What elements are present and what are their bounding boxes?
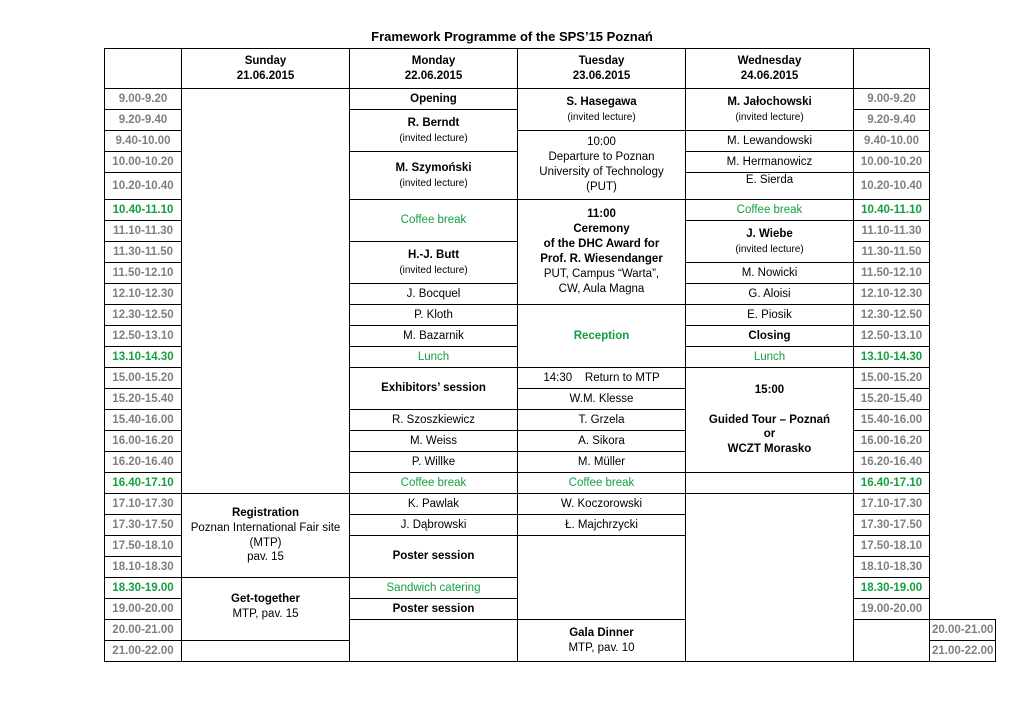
wednesday-guided-tour: 15:00 Guided Tour – Poznań or WCZT Morasko — [686, 368, 854, 473]
wednesday-empty — [686, 473, 854, 494]
monday-butt: H.-J. Butt (invited lecture) — [350, 242, 518, 284]
tuesday-gala-dinner: Gala Dinner MTP, pav. 10 — [518, 620, 686, 662]
time-cell: 16.40-17.10 — [854, 473, 930, 494]
wednesday-lunch: Lunch — [686, 347, 854, 368]
time-cell: 20.00-21.00 — [105, 620, 182, 641]
time-cell: 13.10-14.30 — [105, 347, 182, 368]
monday-bocquel: J. Bocquel — [350, 284, 518, 305]
header-day-monday: Monday 22.06.2015 — [350, 49, 518, 89]
tuesday-koczorowski: W. Koczorowski — [518, 494, 686, 515]
time-cell: 15.00-15.20 — [854, 368, 930, 389]
time-cell: 21.00-22.00 — [105, 641, 182, 662]
time-cell: 16.00-16.20 — [105, 431, 182, 452]
monday-lunch: Lunch — [350, 347, 518, 368]
sunday-registration: Registration Poznan International Fair site (MTP) pav. 15 — [182, 494, 350, 578]
header-time-right — [854, 49, 930, 89]
time-cell: 11.50-12.10 — [854, 263, 930, 284]
time-cell: 17.30-17.50 — [105, 515, 182, 536]
time-cell: 12.10-12.30 — [105, 284, 182, 305]
time-cell: 10.00-10.20 — [105, 152, 182, 173]
monday-szoszkiewicz: R. Szoszkiewicz — [350, 410, 518, 431]
wednesday-wiebe: J. Wiebe (invited lecture) — [686, 221, 854, 263]
monday-opening: Opening — [350, 89, 518, 110]
time-row — [105, 89, 996, 110]
monday-dabrowski: J. Dąbrowski — [350, 515, 518, 536]
time-cell: 11.50-12.10 — [105, 263, 182, 284]
monday-bazarnik: M. Bazarnik — [350, 326, 518, 347]
monday-kloth: P. Kloth — [350, 305, 518, 326]
time-cell: 20.00-21.00 — [930, 620, 996, 641]
time-cell: 10.40-11.10 — [854, 200, 930, 221]
time-cell: 17.30-17.50 — [854, 515, 930, 536]
sunday-empty — [182, 89, 350, 494]
monday-exhibitors-session: Exhibitors’ session — [350, 368, 518, 410]
time-cell: 10.20-10.40 — [854, 173, 930, 200]
tuesday-muller: M. Müller — [518, 452, 686, 473]
wednesday-closing: Closing — [686, 326, 854, 347]
header-day-sunday: Sunday 21.06.2015 — [182, 49, 350, 89]
time-cell: 18.30-19.00 — [854, 578, 930, 599]
sunday-get-together: Get-together MTP, pav. 15 — [182, 578, 350, 641]
time-cell: 10.00-10.20 — [854, 152, 930, 173]
time-cell: 17.10-17.30 — [105, 494, 182, 515]
time-cell: 15.40-16.00 — [105, 410, 182, 431]
time-cell: 10.20-10.40 — [105, 173, 182, 200]
time-cell: 13.10-14.30 — [854, 347, 930, 368]
time-cell: 9.40-10.00 — [105, 131, 182, 152]
monday-poster-session-evening: Poster session — [350, 599, 518, 620]
sunday-empty — [182, 641, 350, 662]
tuesday-hasegawa: S. Hasegawa (invited lecture) — [518, 89, 686, 131]
time-cell: 11.30-11.50 — [105, 242, 182, 263]
header-time-left — [105, 49, 182, 89]
time-cell: 15.20-15.40 — [105, 389, 182, 410]
time-cell: 12.30-12.50 — [105, 305, 182, 326]
tuesday-klesse: W.M. Klesse — [518, 389, 686, 410]
wednesday-empty — [854, 620, 930, 662]
tuesday-return-mtp: 14:30 Return to MTP — [518, 368, 686, 389]
time-cell: 18.10-18.30 — [105, 557, 182, 578]
time-cell: 9.00-9.20 — [105, 89, 182, 110]
page-title: Framework Programme of the SPS’15 Poznań — [371, 29, 653, 44]
monday-willke: P. Willke — [350, 452, 518, 473]
time-cell: 11.30-11.50 — [854, 242, 930, 263]
tuesday-majchrzycki: Ł. Majchrzycki — [518, 515, 686, 536]
time-cell: 18.10-18.30 — [854, 557, 930, 578]
wednesday-lewandowski: M. Lewandowski — [686, 131, 854, 152]
time-cell: 10.40-11.10 — [105, 200, 182, 221]
wednesday-empty — [686, 494, 854, 662]
monday-poster-session: Poster session — [350, 536, 518, 578]
time-cell: 17.50-18.10 — [854, 536, 930, 557]
monday-sandwich-catering: Sandwich catering — [350, 578, 518, 599]
wednesday-jalochowski: M. Jałochowski (invited lecture) — [686, 89, 854, 131]
time-cell: 9.40-10.00 — [854, 131, 930, 152]
time-cell: 19.00-20.00 — [854, 599, 930, 620]
monday-weiss: M. Weiss — [350, 431, 518, 452]
time-cell: 12.30-12.50 — [854, 305, 930, 326]
time-cell: 15.00-15.20 — [105, 368, 182, 389]
wednesday-sierda: E. Sierda — [686, 173, 854, 200]
time-cell: 21.00-22.00 — [930, 641, 996, 662]
time-cell: 12.50-13.10 — [105, 326, 182, 347]
tuesday-coffee-break: Coffee break — [518, 473, 686, 494]
monday-szymonski: M. Szymoński (invited lecture) — [350, 152, 518, 200]
monday-coffee-break: Coffee break — [350, 200, 518, 242]
tuesday-reception: Reception — [518, 305, 686, 368]
wednesday-piosik: E. Piosik — [686, 305, 854, 326]
monday-pawlak: K. Pawlak — [350, 494, 518, 515]
time-cell: 12.50-13.10 — [854, 326, 930, 347]
monday-empty — [350, 620, 518, 662]
tuesday-ceremony: 11:00 Ceremony of the DHC Award for Prof. R. Wiesendanger PUT, Campus “Warta”, CW, Aula Magna — [518, 200, 686, 305]
time-cell: 15.40-16.00 — [854, 410, 930, 431]
tuesday-grzela: T. Grzela — [518, 410, 686, 431]
header-day-tuesday: Tuesday 23.06.2015 — [518, 49, 686, 89]
header-row — [105, 49, 996, 89]
monday-berndt: R. Berndt (invited lecture) — [350, 110, 518, 152]
programme-table — [104, 48, 996, 662]
wednesday-coffee-break: Coffee break — [686, 200, 854, 221]
header-day-wednesday: Wednesday 24.06.2015 — [686, 49, 854, 89]
time-row — [105, 494, 996, 515]
time-cell: 16.20-16.40 — [105, 452, 182, 473]
time-cell: 18.30-19.00 — [105, 578, 182, 599]
wednesday-hermanowicz: M. Hermanowicz — [686, 152, 854, 173]
monday-coffee-break-afternoon: Coffee break — [350, 473, 518, 494]
wednesday-aloisi: G. Aloisi — [686, 284, 854, 305]
time-cell: 17.50-18.10 — [105, 536, 182, 557]
time-cell: 9.00-9.20 — [854, 89, 930, 110]
time-cell: 9.20-9.40 — [105, 110, 182, 131]
time-cell: 12.10-12.30 — [854, 284, 930, 305]
time-cell: 16.40-17.10 — [105, 473, 182, 494]
time-cell: 19.00-20.00 — [105, 599, 182, 620]
time-cell: 11.10-11.30 — [105, 221, 182, 242]
tuesday-departure: 10:00 Departure to Poznan University of Technology (PUT) — [518, 131, 686, 200]
time-cell: 16.20-16.40 — [854, 452, 930, 473]
wednesday-nowicki: M. Nowicki — [686, 263, 854, 284]
tuesday-empty — [518, 536, 686, 620]
time-cell: 17.10-17.30 — [854, 494, 930, 515]
tuesday-sikora: A. Sikora — [518, 431, 686, 452]
time-cell: 16.00-16.20 — [854, 431, 930, 452]
time-cell: 15.20-15.40 — [854, 389, 930, 410]
time-cell: 9.20-9.40 — [854, 110, 930, 131]
time-cell: 11.10-11.30 — [854, 221, 930, 242]
